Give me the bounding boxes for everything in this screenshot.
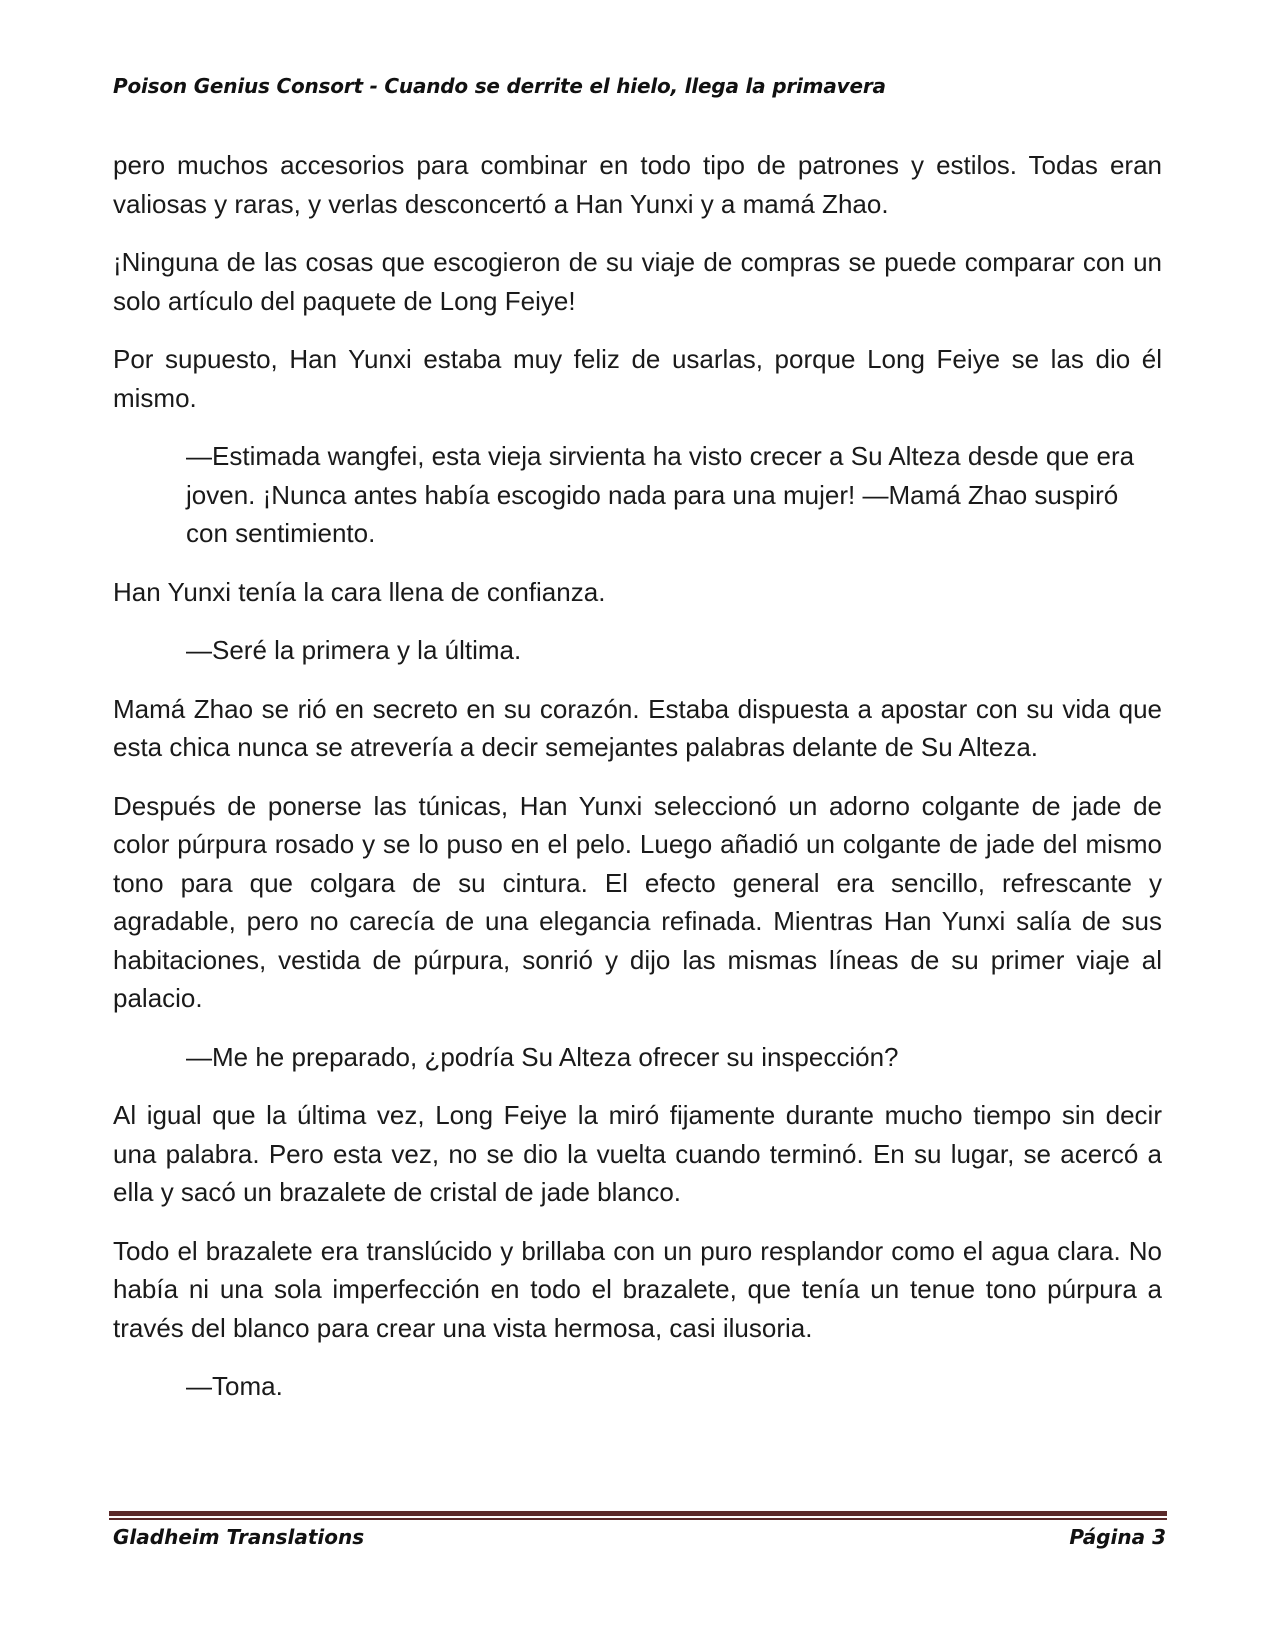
paragraph: Por supuesto, Han Yunxi estaba muy feliz de usarlas, porque Long Feiye se las dio él mismo. bbox=[113, 344, 1162, 413]
paragraph: Mamá Zhao se rió en secreto en su corazón. Estaba dispuesta a apostar con su vida que esta chica nunca se atrevería a decir semejantes palabras delante de Su Alteza. bbox=[113, 693, 1162, 762]
footer-divider bbox=[109, 1511, 1167, 1516]
footer-publisher: Gladheim Translations bbox=[113, 1525, 365, 1549]
paragraph: Todo el brazalete era translúcido y brillaba con un puro resplandor como el agua clara. No había ni una sola imperfección en todo el brazalete, que tenía un tenue tono púrpura a través del blanco para crear una vista hermosa, casi ilusoria. bbox=[113, 1235, 1162, 1343]
paragraph: ¡Ninguna de las cosas que escogieron de su viaje de compras se puede comparar con un solo artículo del paquete de Long Feiye! bbox=[113, 247, 1162, 316]
dialogue-paragraph: —Estimada wangfei, esta vieja sirvienta ha visto crecer a Su Alteza desde que era joven. ¡Nunca antes había escogido nada para una mujer! —Mamá Zhao suspiró con sentimiento. bbox=[186, 441, 1135, 548]
paragraph: Después de ponerse las túnicas, Han Yunxi seleccionó un adorno colgante de jade de color púrpura rosado y se lo puso en el pelo. Luego añadió un colgante de jade del mismo tono para que colgara de su cintura. El efecto general era sencillo, refrescante y agradable, pero no carecía de una elegancia refinada. Mientras Han Yunxi salía de sus habitaciones, vestida de púrpura, sonrió y dijo las mismas líneas de su primer viaje al palacio. bbox=[113, 790, 1162, 1013]
paragraph: pero muchos accesorios para combinar en todo tipo de patrones y estilos. Todas eran valiosas y raras, y verlas desconcertó a Han Yunxi y a mamá Zhao. bbox=[113, 150, 1162, 219]
paragraph: Al igual que la última vez, Long Feiye la miró fijamente durante mucho tiempo sin decir una palabra. Pero esta vez, no se dio la vuelta cuando terminó. En su lugar, se acercó a ella y sacó un brazalete de cristal de jade blanco. bbox=[113, 1100, 1162, 1207]
footer-divider-thin bbox=[109, 1518, 1167, 1520]
dialogue-paragraph: —Toma. bbox=[186, 1371, 283, 1401]
dialogue-paragraph: —Seré la primera y la última. bbox=[186, 635, 522, 665]
footer-page-number: Página 3 bbox=[1069, 1525, 1166, 1549]
page-header-title: Poison Genius Consort - Cuando se derrite el hielo, llega la primavera bbox=[113, 74, 886, 98]
paragraph: Han Yunxi tenía la cara llena de confianza. bbox=[113, 576, 606, 607]
document-body bbox=[113, 146, 1162, 1426]
dialogue-paragraph: —Me he preparado, ¿podría Su Alteza ofrecer su inspección? bbox=[186, 1041, 899, 1072]
